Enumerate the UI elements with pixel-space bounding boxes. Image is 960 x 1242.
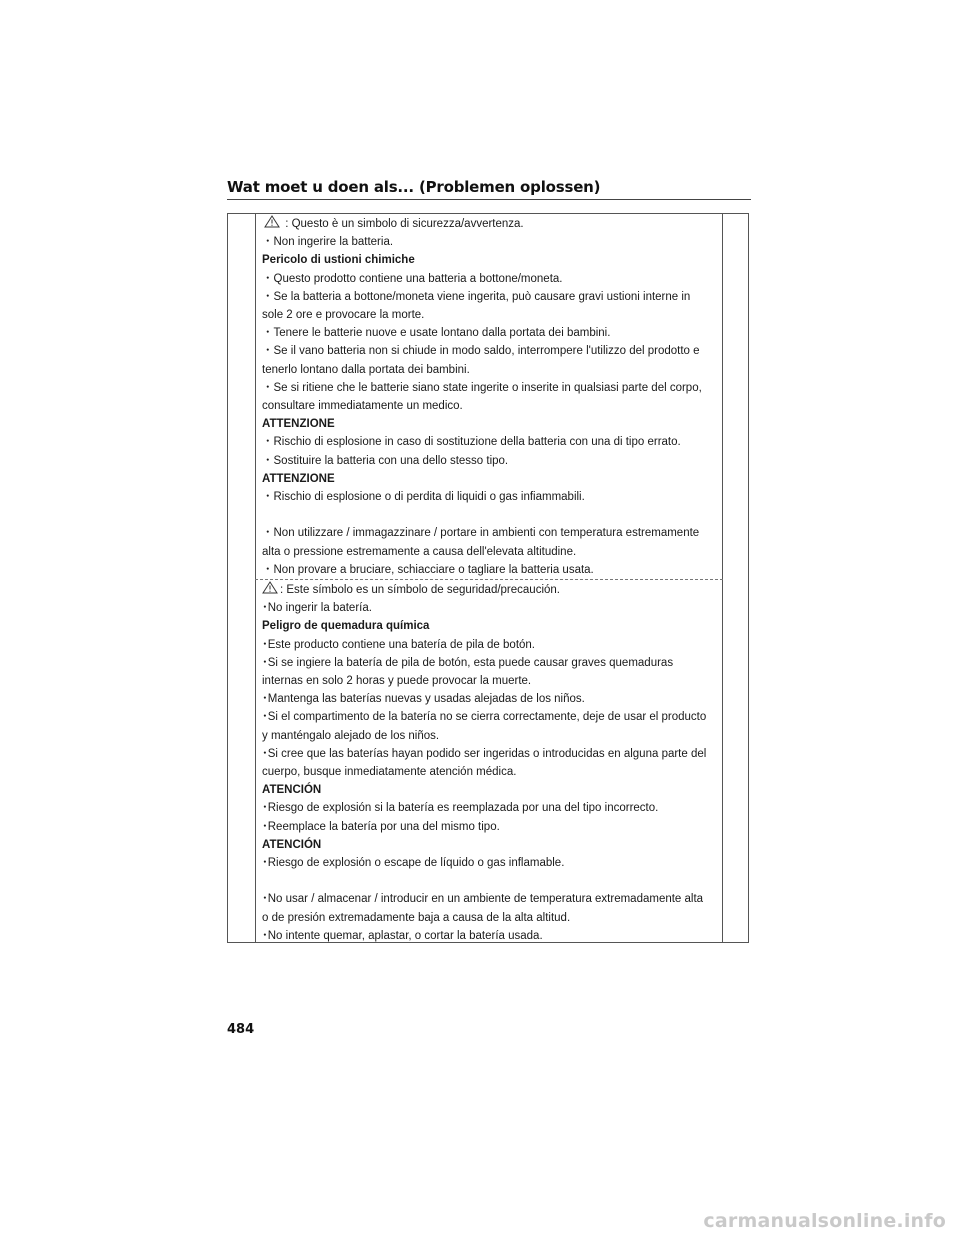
italian-blank-line <box>262 506 712 524</box>
italian-text-line: ・Non ingerire la batteria. <box>262 236 394 249</box>
italian-text-line: ・Tenere le batterie nuove e usate lontano dalla portata dei bambini. <box>262 327 611 340</box>
italian-text-line: ・Questo prodotto contiene una batteria a bottone/moneta. <box>262 272 563 285</box>
spanish-text-line: ･No ingerir la batería. <box>262 602 372 615</box>
spanish-text-line: ･Riesgo de explosión o escape de líquido o gas inflamable. <box>262 857 565 870</box>
spanish-heading: Peligro de quemadura química <box>262 620 430 633</box>
warning-triangle-icon <box>264 215 280 228</box>
warning-triangle-icon <box>262 581 278 594</box>
spanish-text-line: ･Mantenga las baterías nuevas y usadas alejadas de los niños. <box>262 693 585 706</box>
italian-text-line: ・Non utilizzare / immagazzinare / portare in ambienti con temperatura estremamente alta o pressione estremamente a causa dell'elevata altitudine. <box>262 527 700 558</box>
header-rule <box>227 199 751 200</box>
spanish-icon-text: : Este símbolo es un símbolo de seguridad/precaución. <box>280 584 560 596</box>
italian-text-line: ・Rischio di esplosione in caso di sostituzione della batteria con una di tipo errato. <box>262 436 681 449</box>
page-header-title: Wat moet u doen als... (Problemen oplossen) <box>227 178 601 196</box>
spanish-text-line: ･No usar / almacenar / introducir en un ambiente de temperatura extremadamente alta o de presión extremadamente baja a causa de la alta altitud. <box>262 893 704 924</box>
spanish-text-line: ･No intente quemar, aplastar, o cortar la batería usada. <box>262 929 543 942</box>
italian-text-line: ・Se la batteria a bottone/moneta viene ingerita, può causare gravi ustioni interne in sole 2 ore e provocare la morte. <box>262 290 691 322</box>
spanish-text-line: ･Este producto contiene una batería de pila de botón. <box>262 638 536 651</box>
spanish-text-line: ･Reemplace la batería por una del mismo tipo. <box>262 820 500 833</box>
italian-text-line: ・Non provare a bruciare, schiacciare o tagliare la batteria usata. <box>262 563 594 576</box>
page-number: 484 <box>227 1022 255 1037</box>
spanish-blank-line <box>262 872 712 890</box>
spanish-text-line: ･Riesgo de explosión si la batería es reemplazada por una del tipo incorrecto. <box>262 802 659 815</box>
italian-lines <box>262 233 712 579</box>
spanish-heading: ATENCIÓN <box>262 838 322 851</box>
italian-text-line: ・Se si ritiene che le batterie siano state ingerite o inserite in qualsiasi parte del corpo, consultare immediatamente un medico. <box>262 381 702 413</box>
spanish-lines <box>262 599 712 945</box>
italian-text-line: ・Se il vano batteria non si chiude in modo saldo, interrompere l'utilizzo del prodotto e tenerlo lontano dalla portata dei bambini. <box>262 345 700 376</box>
italian-icon-text: : Questo è un simbolo di sicurezza/avvertenza. <box>282 218 524 230</box>
italian-heading: Pericolo di ustioni chimiche <box>262 254 415 267</box>
spanish-warning-section <box>262 581 712 945</box>
italian-warning-section <box>262 215 712 579</box>
italian-heading: ATTENZIONE <box>262 418 335 431</box>
spanish-icon-line <box>262 581 712 599</box>
spanish-text-line: ･Si se ingiere la batería de pila de botón, esta puede causar graves quemaduras internas en solo 2 horas y puede provocar la muerte. <box>262 656 674 688</box>
section-divider <box>255 579 723 580</box>
italian-icon-line <box>262 215 712 233</box>
italian-heading: ATTENZIONE <box>262 472 335 485</box>
watermark: carmanualsonline.info <box>703 1210 946 1232</box>
italian-text-line: ・Rischio di esplosione o di perdita di liquidi o gas infiammabili. <box>262 491 585 504</box>
spanish-text-line: ･Si el compartimento de la batería no se cierra correctamente, deje de usar el producto y manténgalo alejado de los niños. <box>262 711 707 742</box>
italian-text-line: ・Sostituire la batteria con una dello stesso tipo. <box>262 454 509 467</box>
spanish-text-line: ･Si cree que las baterías hayan podido ser ingeridas o introducidas en alguna parte del cuerpo, busque inmediatamente atención médica. <box>262 747 707 779</box>
spanish-heading: ATENCIÓN <box>262 784 322 797</box>
